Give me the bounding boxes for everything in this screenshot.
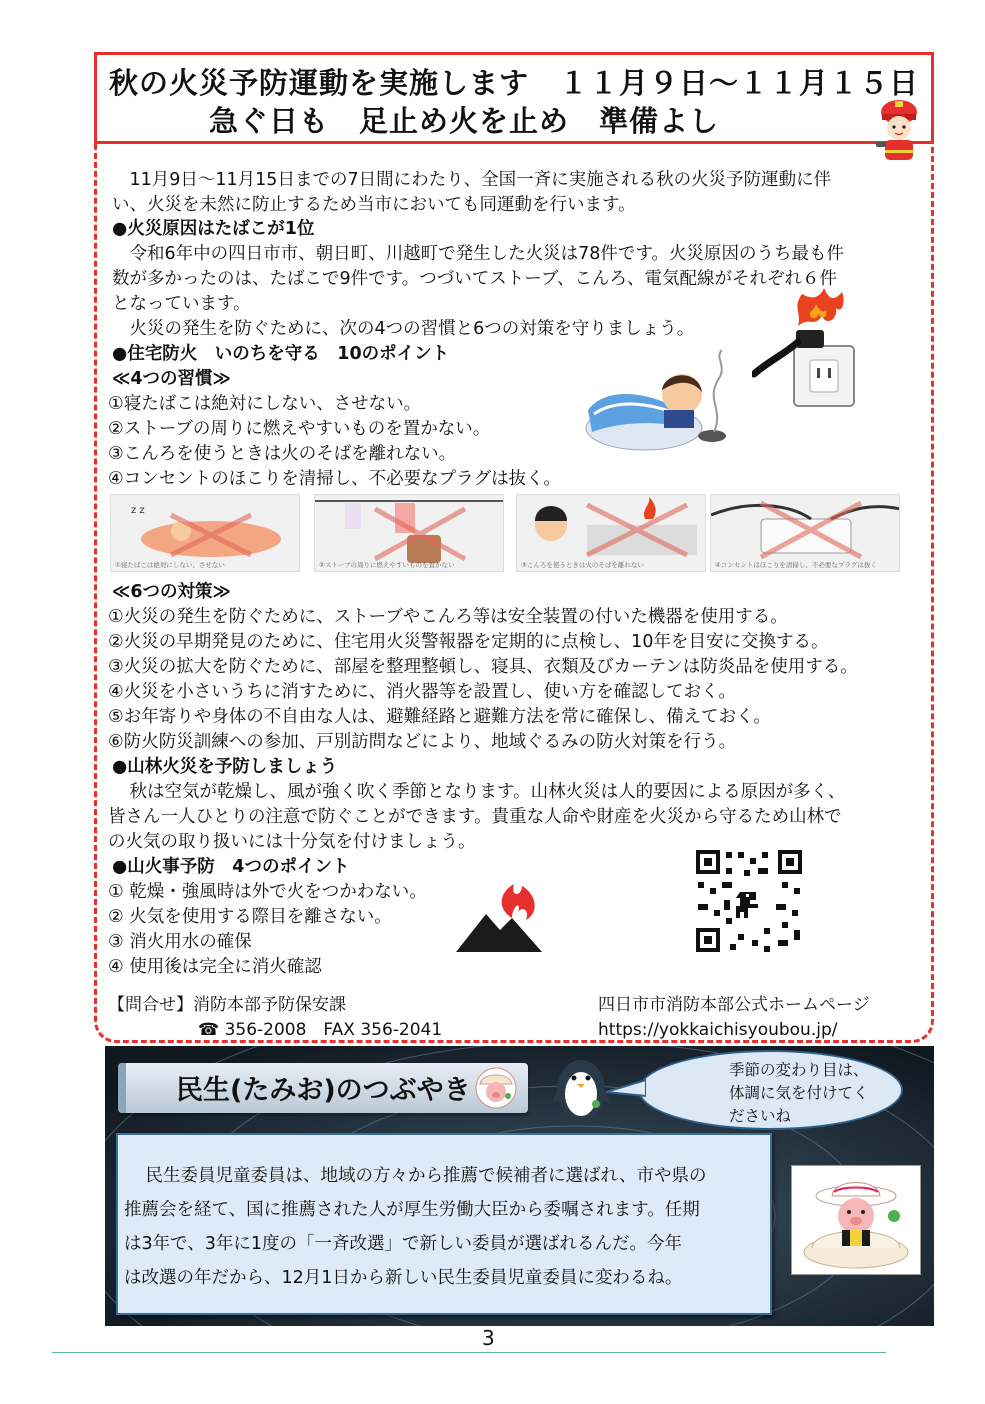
intro-text: 11月9日～11月15日までの7日間にわたり、全国一斉に実施される秋の火災予防運動に伴	[112, 170, 832, 190]
section-heading-forest: ●山林火災を予防しましょう	[112, 757, 338, 777]
pig-character-illustration	[792, 1166, 920, 1274]
cause-text: 数が多かったのは、たばこで9件です。つづいてストーブ、こんろ、電気配線がそれぞれ６件	[112, 269, 837, 289]
habit-item: ④コンセントのほこりを清掃し、不必要なプラグは抜く。	[108, 469, 561, 489]
footer-rule	[52, 1352, 886, 1353]
measure-item: ③火災の拡大を防ぐために、部屋を整理整頓し、寝具、衣類及びカーテンは防炎品を使用する。	[108, 657, 858, 677]
forest-text: の火気の取り扱いには十分気を付けましょう。	[108, 832, 476, 852]
habit-photo-1	[110, 494, 300, 572]
pig-character-frame	[791, 1165, 921, 1275]
minsei-body-text: 民生委員児童委員は、地域の方々から推薦で候補者に選ばれ、市や県の	[128, 1166, 707, 1186]
banner-scroll-edge	[118, 1063, 126, 1113]
section-heading-home: ●住宅防火 いのちを守る 10のポイント	[112, 344, 450, 364]
inquiry-label: 【問合せ】消防本部予防保安課	[108, 995, 346, 1015]
phone-fax: ☎ 356-2008 FAX 356-2041	[198, 1020, 443, 1040]
bubble-text: ださいね	[729, 1107, 792, 1125]
habit-item: ②ストーブの周りに燃えやすいものを置かない。	[108, 419, 491, 439]
measure-item: ⑤お年寄りや身体の不自由な人は、避難経路と避難方法を常に確保し、備えておく。	[108, 707, 771, 727]
measure-item: ⑥防火防災訓練への参加、戸別訪問などにより、地域ぐるみの防火対策を行う。	[108, 732, 737, 752]
website-label: 四日市市消防本部公式ホームページ	[598, 995, 870, 1015]
intro-text: い、火災を未然に防止するため当市においても同運動を行います。	[112, 195, 636, 215]
habit-photo-4	[710, 494, 900, 572]
bubble-text: 体調に気を付けてく	[729, 1084, 869, 1102]
cause-text: 令和6年中の四日市市、朝日町、川越町で発生した火災は78件です。火災原因のうち最も件	[112, 244, 844, 264]
habit-item: ①寝たばこは絶対にしない、させない。	[108, 394, 422, 414]
page-title: 秋の火災予防運動を実施します １１月９日～１１月１５日	[109, 66, 920, 100]
sleeping-smoker-illustration	[584, 350, 734, 465]
minsei-body-text: は3年で、3年に1度の「一斉改選」で新しい委員が選ばれるんだ。今年	[124, 1234, 683, 1254]
page-number: 3	[482, 1326, 495, 1350]
title-box	[94, 52, 934, 144]
forest-point: ③ 消火用水の確保	[108, 932, 252, 952]
penguin-mascot-icon	[552, 1054, 610, 1124]
pig-character-icon	[474, 1066, 518, 1110]
habits-heading: ≪4つの習慣≫	[112, 369, 231, 389]
forest-points-heading: ●山火事予防 4つのポイント	[112, 857, 350, 877]
measures-heading: ≪6つの対策≫	[112, 582, 231, 602]
habit-photo-3	[516, 494, 706, 572]
qr-code-icon[interactable]	[694, 848, 804, 954]
minsei-banner-title: 民生(たみお)のつぶやき	[176, 1075, 471, 1106]
mountain-fire-icon	[456, 878, 548, 954]
habit-item: ③こんろを使うときは火のそばを離れない。	[108, 444, 457, 464]
page-subtitle: 急ぐ日も 足止め火を止め 準備よし	[208, 104, 719, 138]
cause-text: となっています。	[112, 294, 251, 314]
photo-caption: ④コンセントはほこりを清掃し、不必要なプラグは抜く	[715, 561, 877, 569]
burning-outlet-icon	[752, 286, 862, 410]
section-heading-cause: ●火災原因はたばこが1位	[112, 219, 315, 239]
forest-text: 秋は空気が乾燥し、風が強く吹く季節となります。山林火災は人的要因による原因が多く、	[112, 782, 846, 802]
measure-item: ④火災を小さいうちに消すために、消火器等を設置し、使い方を確認しておく。	[108, 682, 736, 702]
photo-caption: ①寝たばこは絶対にしない、させない	[115, 561, 225, 569]
bubble-tail	[606, 1078, 646, 1100]
website-url-link[interactable]: https://yokkaichisyoubou.jp/	[598, 1020, 838, 1040]
minsei-body-text: 推薦会を経て、国に推薦された人が厚生労働大臣から委嘱されます。任期	[124, 1200, 700, 1220]
forest-text: 皆さん一人ひとりの注意で防ぐことができます。貴重な人命や財産を火災から守るため山林で	[108, 807, 842, 827]
forest-point: ① 乾燥・強風時は外で火をつかわない。	[108, 882, 427, 902]
bubble-text: 季節の変わり目は、	[729, 1061, 869, 1079]
photo-caption: ②ストーブの周りに燃えやすいものを置かない	[319, 561, 455, 569]
measure-item: ②火災の早期発見のために、住宅用火災警報器を定期的に点検し、10年を目安に交換する。	[108, 632, 829, 652]
measure-item: ①火災の発生を防ぐために、ストーブやこんろ等は安全装置の付いた機器を使用する。	[108, 607, 788, 627]
cause-text: 火災の発生を防ぐために、次の4つの習慣と6つの対策を守りましょう。	[112, 319, 695, 339]
habit-photo-2	[314, 494, 504, 572]
svg-text:z z: z z	[131, 505, 145, 516]
photo-caption: ③こんろを使うときは火のそばを離れない	[521, 561, 644, 569]
forest-point: ② 火気を使用する際目を離さない。	[108, 907, 392, 927]
minsei-body-text: は改選の年だから、12月1日から新しい民生委員児童委員に変わるね。	[124, 1268, 683, 1288]
forest-point: ④ 使用後は完全に消火確認	[108, 957, 322, 977]
